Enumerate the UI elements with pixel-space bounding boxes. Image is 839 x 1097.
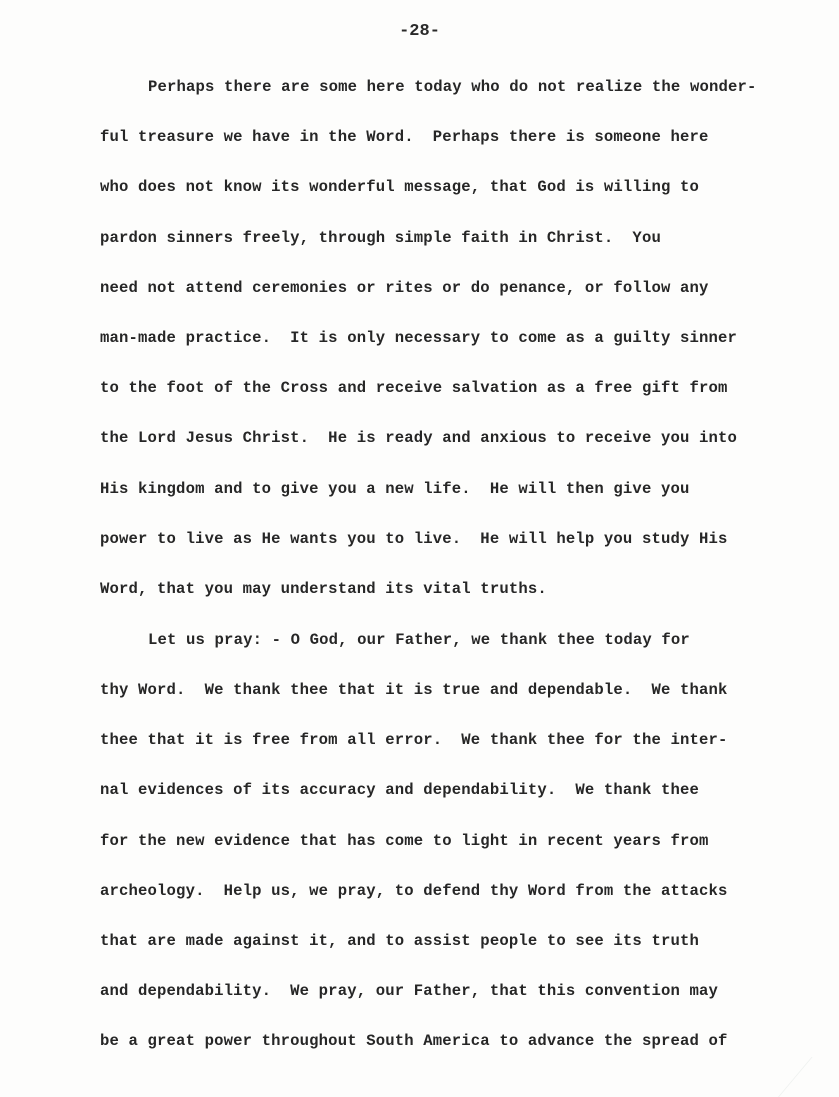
text-line: for the new evidence that has come to light in recent years from (100, 832, 709, 850)
text-line: Let us pray: - O God, our Father, we thank thee today for (148, 631, 690, 649)
text-line: the Lord Jesus Christ. He is ready and anxious to receive you into (100, 429, 738, 447)
text-line: Word, that you may understand its vital truths. (100, 580, 547, 598)
page-number: -28- (399, 22, 440, 41)
text-line: pardon sinners freely, through simple faith in Christ. You (100, 229, 661, 247)
page-fold-mark (778, 1057, 839, 1097)
text-line: be a great power throughout South America to advance the spread of (100, 1032, 728, 1050)
text-line: need not attend ceremonies or rites or do penance, or follow any (100, 279, 709, 297)
text-line: power to live as He wants you to live. He will help you study His (100, 530, 728, 548)
text-line: thee that it is free from all error. We thank thee for the inter- (100, 731, 728, 749)
text-line: archeology. Help us, we pray, to defend thy Word from the attacks (100, 882, 728, 900)
text-line: Perhaps there are some here today who do not realize the wonder- (148, 78, 757, 96)
text-line: nal evidences of its accuracy and dependability. We thank thee (100, 781, 699, 799)
text-line: His kingdom and to give you a new life. He will then give you (100, 480, 690, 498)
text-line: that are made against it, and to assist people to see its truth (100, 932, 699, 950)
text-line: ful treasure we have in the Word. Perhaps there is someone here (100, 128, 709, 146)
text-line: thy Word. We thank thee that it is true and dependable. We thank (100, 681, 728, 699)
text-line: and dependability. We pray, our Father, that this convention may (100, 982, 719, 1000)
text-line: man-made practice. It is only necessary to come as a guilty sinner (100, 329, 738, 347)
text-line: who does not know its wonderful message, that God is willing to (100, 178, 699, 196)
text-line: to the foot of the Cross and receive salvation as a free gift from (100, 379, 728, 397)
